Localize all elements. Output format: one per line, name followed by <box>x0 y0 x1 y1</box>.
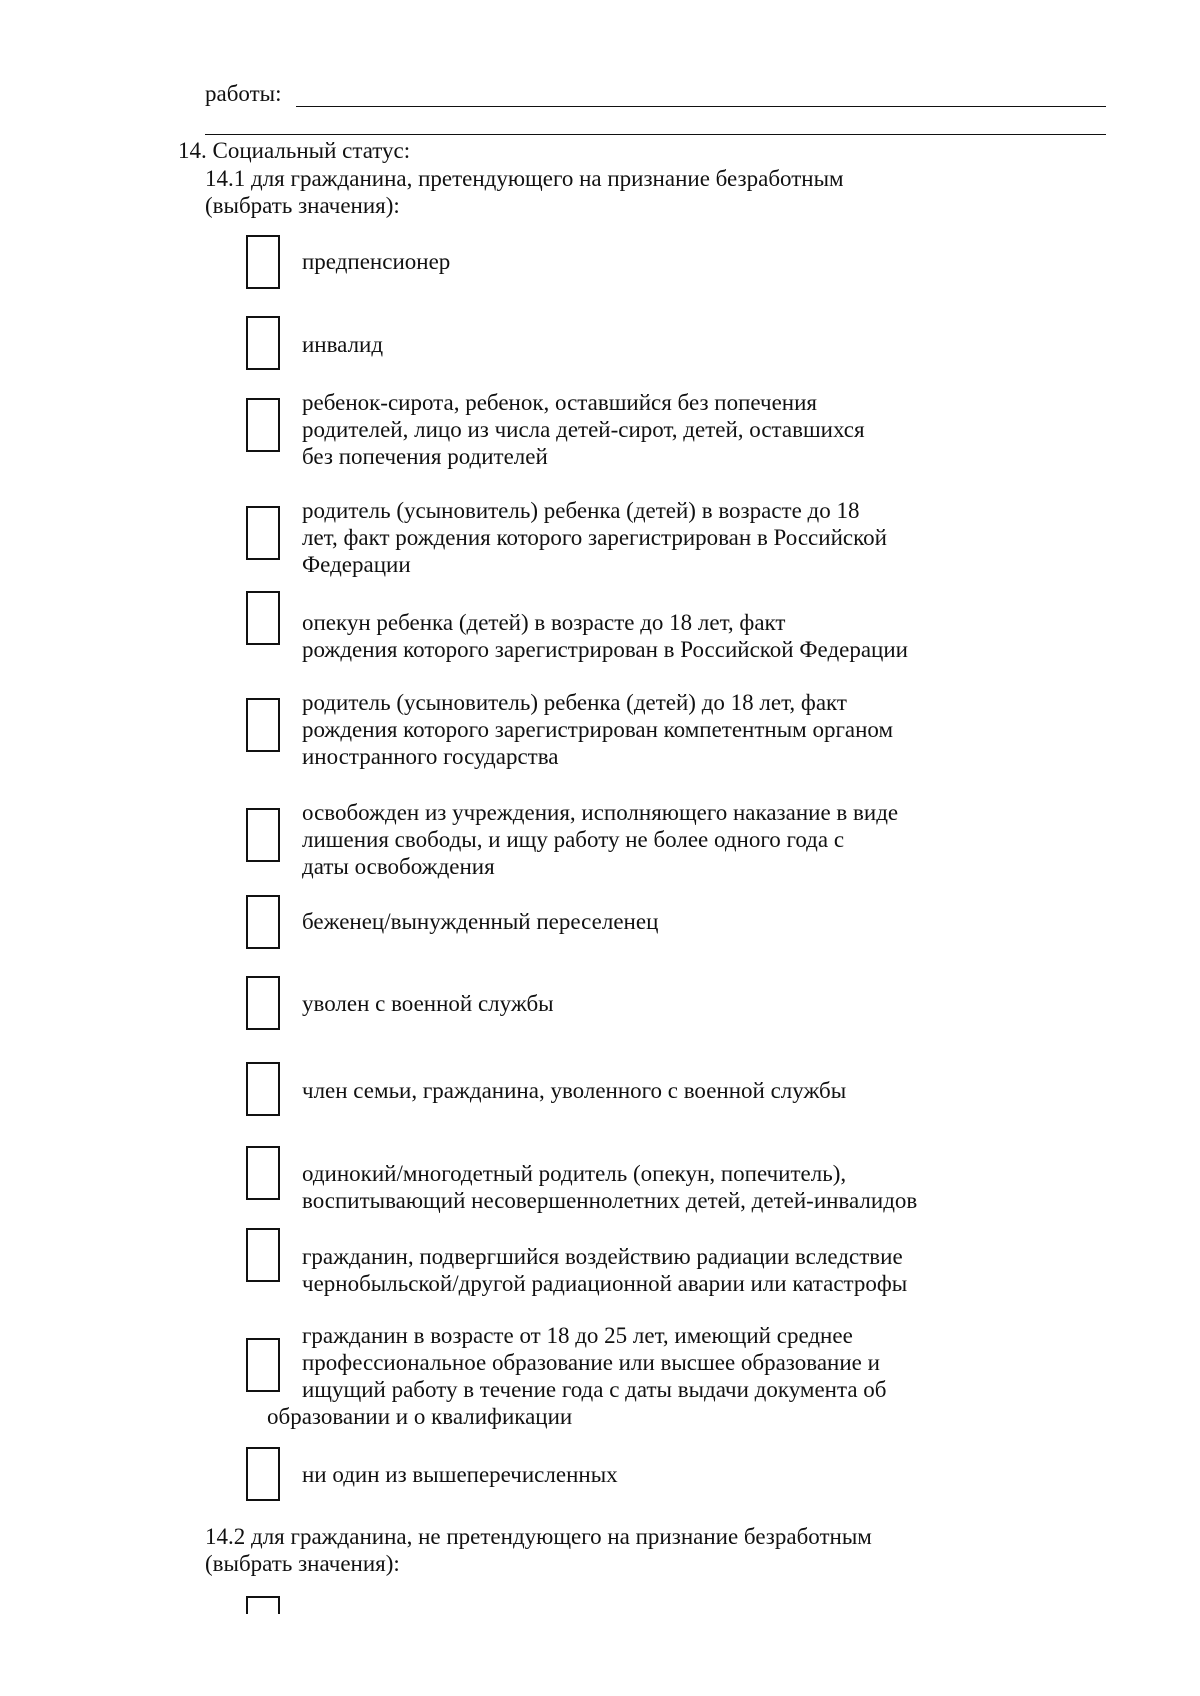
work-input-line[interactable] <box>296 106 1106 107</box>
option-4-label: родитель (усыновитель) ребенка (детей) в возрасте до 18 лет, факт рождения которого зарегистрирован в Российской Федерации <box>302 498 887 577</box>
checkbox-option-12[interactable] <box>246 1228 280 1282</box>
option-8-label: беженец/вынужденный переселенец <box>302 909 659 934</box>
work-input-line-2[interactable] <box>205 134 1106 135</box>
subsection-2-heading: 14.2 для гражданина, не претендующего на признание безработным <box>205 1524 872 1549</box>
option-2-label: инвалид <box>302 332 384 357</box>
checkbox-option-7[interactable] <box>246 808 280 862</box>
option-9-label: уволен с военной службы <box>302 991 554 1016</box>
checkbox-option-4[interactable] <box>246 506 280 560</box>
option-11-label: одинокий/многодетный родитель (опекун, попечитель), воспитывающий несовершеннолетних детей, детей-инвалидов <box>302 1161 918 1213</box>
option-7-label: освобожден из учреждения, исполняющего наказание в виде лишения свободы, и ищу работу не более одного года с даты освобождения <box>302 800 899 879</box>
option-6-label: родитель (усыновитель) ребенка (детей) до 18 лет, факт рождения которого зарегистрирован компетентным органом иностранного государства <box>302 690 894 769</box>
checkbox-option-3[interactable] <box>246 398 280 452</box>
subsection-2-note: (выбрать значения): <box>205 1551 400 1576</box>
section-title: 14. Социальный статус: <box>178 138 411 163</box>
subsection-1-note: (выбрать значения): <box>205 193 400 218</box>
option-1-label: предпенсионер <box>302 249 451 274</box>
option-10-label: член семьи, гражданина, уволенного с военной службы <box>302 1078 847 1103</box>
option-13-label: гражданин в возрасте от 18 до 25 лет, имеющий среднее профессиональное образование или высшее образование и ищущий работу в течение года с даты выдачи документа об образовании и о квалификации <box>267 1323 887 1429</box>
subsection-1-heading: 14.1 для гражданина, претендующего на признание безработным <box>205 166 844 191</box>
checkbox-option-13[interactable] <box>246 1338 280 1392</box>
option-12-label: гражданин, подвергшийся воздействию радиации вследствие чернобыльской/другой радиационной аварии или катастрофы <box>302 1244 908 1296</box>
checkbox-option-8[interactable] <box>246 895 280 949</box>
checkbox-option-6[interactable] <box>246 698 280 752</box>
checkbox-option-5[interactable] <box>246 591 280 645</box>
checkbox-option-1[interactable] <box>246 235 280 289</box>
checkbox-partial[interactable] <box>246 1596 280 1614</box>
option-14-label: ни один из вышеперечисленных <box>302 1462 618 1487</box>
checkbox-option-14[interactable] <box>246 1447 280 1501</box>
checkbox-option-11[interactable] <box>246 1146 280 1200</box>
work-label: работы: <box>205 81 282 106</box>
option-3-label: ребенок-сирота, ребенок, оставшийся без попечения родителей, лицо из числа детей-сирот, детей, оставшихся без попечения родителей <box>302 390 865 469</box>
checkbox-option-2[interactable] <box>246 316 280 370</box>
checkbox-option-10[interactable] <box>246 1062 280 1116</box>
checkbox-option-9[interactable] <box>246 976 280 1030</box>
option-5-label: опекун ребенка (детей) в возрасте до 18 лет, факт рождения которого зарегистрирован в Российской Федерации <box>302 610 908 662</box>
